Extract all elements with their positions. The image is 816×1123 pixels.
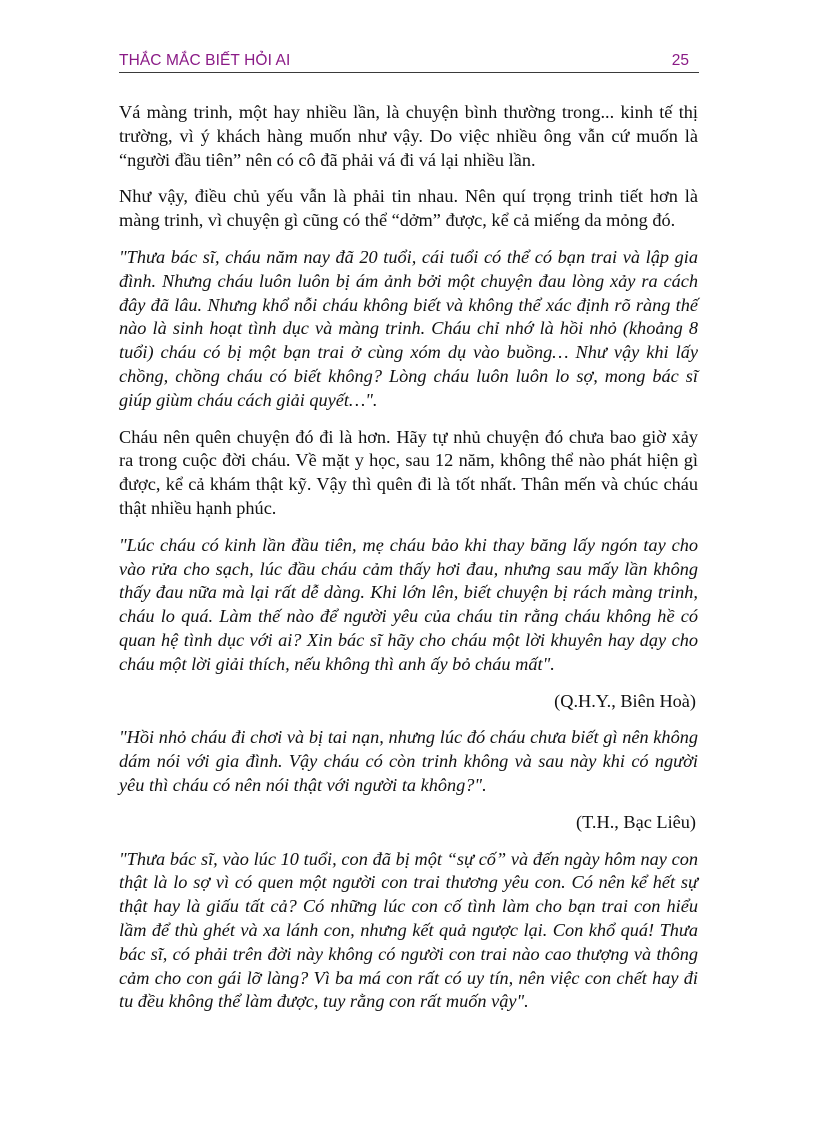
reader-signature-2: (T.H., Bạc Liêu) [576, 811, 696, 832]
doctor-answer-1: Cháu nên quên chuyện đó đi là hơn. Hãy tự nhủ chuyện đó chưa bao giờ xảy ra trong cuộc đời cháu. Về mặt y học, sau 12 năm, không thể nào phát hiện gì được, kể cả khám thật kỹ. Vậy thì quên đi là tốt nhất. Thân mến và chúc cháu thật nhiều hạnh phúc. [119, 426, 698, 518]
reader-question-2: "Lúc cháu có kinh lần đầu tiên, mẹ cháu bảo khi thay băng lấy ngón tay cho vào rửa cho sạch, lúc đầu cháu cảm thấy hơi đau, nhưng sau mấy lần không thấy đau nữa mà lại rất dễ dàng. Khi lớn lên, biết chuyện bị rách màng trinh, cháu lo quá. Làm thế nào để người yêu của cháu tin rằng cháu không hề có quan hệ tình dục với ai? Xin bác sĩ hãy cho cháu một lời khuyên hay dạy cho cháu một lời giải thích, nếu không thì anh ấy bỏ cháu mất". [119, 534, 698, 674]
page-number: 25 [671, 52, 689, 69]
header-title: THẮC MẮC BIẾT HỎI AI [119, 52, 291, 69]
reader-question-4: "Thưa bác sĩ, vào lúc 10 tuổi, con đã bị một “sự cố” và đến ngày hôm nay con thật là lo sợ vì có quen một người con trai thương yêu con. Có nên kể hết sự thật hay là giấu tất cả? Có những lúc con cố tình làm cho bạn trai con hiểu lầm để thù ghét và xa lánh con, nhưng kết quả ngược lại. Con khổ quá! Thưa bác sĩ, có phải trên đời này không có người con trai nào cao thượng và thông cảm cho con gái lỡ làng? Vì ba má con rất có uy tín, nên việc con chết hay đi tu đều không thể làm được, tuy rằng con rất muốn vậy". [119, 848, 698, 1012]
running-header [119, 50, 699, 73]
reader-question-3: "Hồi nhỏ cháu đi chơi và bị tai nạn, nhưng lúc đó cháu chưa biết gì nên không dám nói với gia đình. Vậy cháu có còn trinh không và sau này khi có người yêu thì cháu có nên nói thật với người ta không?". [119, 727, 698, 795]
paragraph-answer-conclusion: Như vậy, điều chủ yếu vẫn là phải tin nhau. Nên quí trọng trinh tiết hơn là màng trinh, vì chuyện gì cũng có thể “dởm” được, kể cả miếng da mỏng đó. [119, 186, 698, 231]
body-text [119, 101, 698, 1027]
reader-question-1: "Thưa bác sĩ, cháu năm nay đã 20 tuổi, cái tuổi có thể có bạn trai và lập gia đình. Nhưng cháu luôn luôn bị ám ảnh bởi một chuyện đau lòng xảy ra cách đây đã lâu. Nhưng khổ nỗi cháu không biết và không thể xác định rõ ràng thế nào là sinh hoạt tình dục và màng trinh. Cháu chỉ nhớ là hồi nhỏ (khoảng 8 tuổi) cháu có bị một bạn trai ở cùng xóm dụ vào buồng… Như vậy khi lấy chồng, chồng cháu có biết không? Lòng cháu luôn luôn lo sợ, mong bác sĩ giúp giùm cháu cách giải quyết…". [119, 246, 698, 410]
reader-signature-1: (Q.H.Y., Biên Hoà) [554, 690, 696, 711]
paragraph-answer-intro: Vá màng trinh, một hay nhiều lần, là chuyện bình thường trong... kinh tế thị trường, vì ý khách hàng muốn như vậy. Do việc nhiều ông vẫn cứ muốn là “người đầu tiên” nên có cô đã phải vá đi vá lại nhiều lần. [119, 102, 698, 170]
